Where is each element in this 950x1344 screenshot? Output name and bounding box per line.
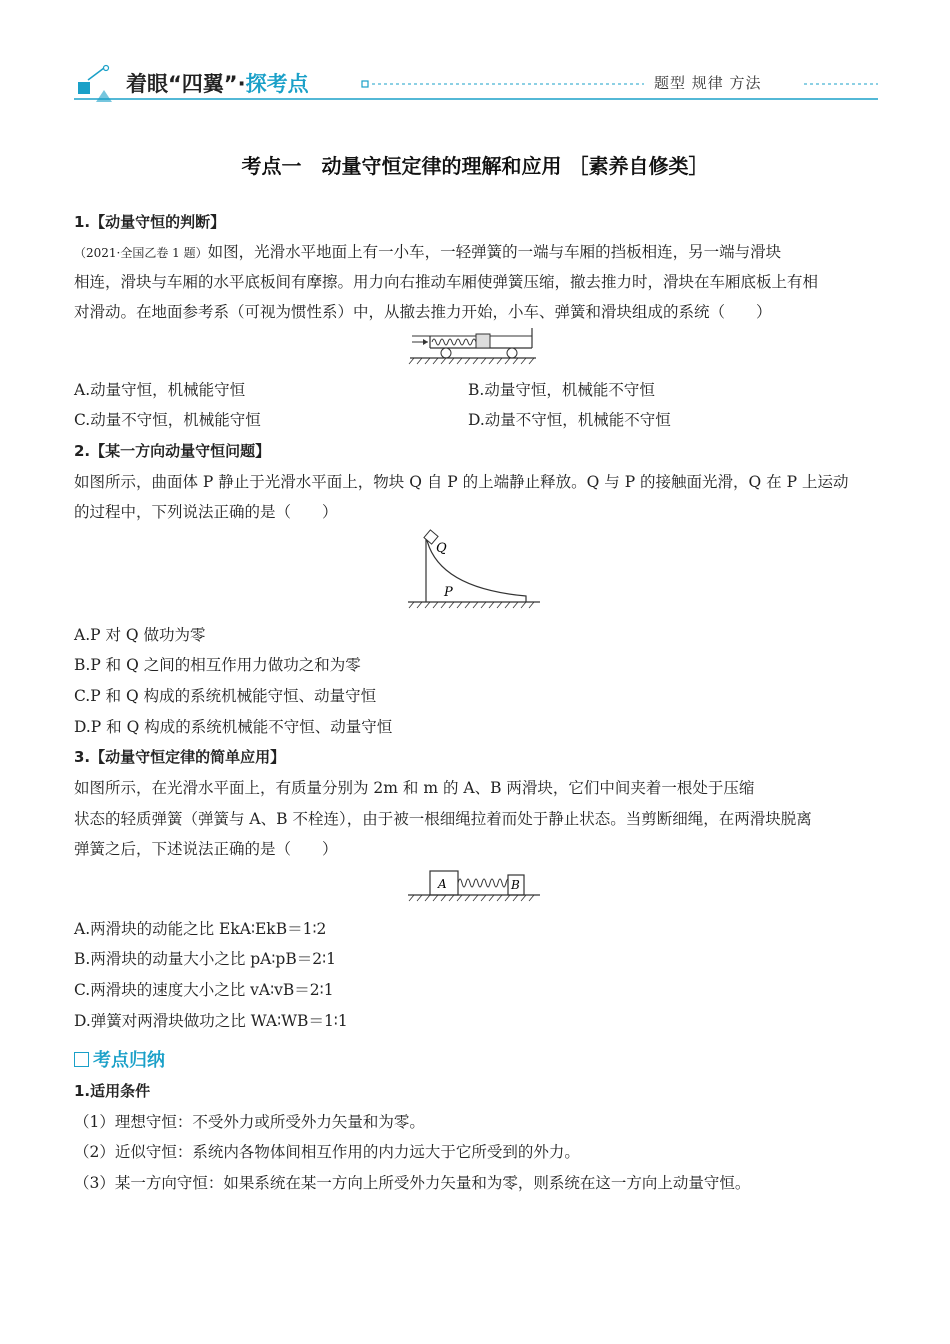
q2-curve-figure (406, 528, 544, 614)
section-banner (74, 62, 878, 104)
q1-option-c: C.动量不守恒，机械能守恒 (74, 411, 261, 429)
q2-title: 2.【某一方向动量守恒问题】 (74, 442, 271, 460)
q3-option-c: C.两滑块的速度大小之比 vA∶vB＝2∶1 (74, 981, 334, 999)
summary-title: 考点归纳 (74, 1046, 165, 1072)
q1-cart-figure (408, 328, 540, 370)
q3-title: 3.【动量守恒定律的简单应用】 (74, 748, 286, 766)
q3-spring-figure (406, 866, 544, 906)
banner-title: 着眼“四翼”·探考点 (126, 72, 309, 96)
q3-option-b: B.两滑块的动量大小之比 pA∶pB＝2∶1 (74, 950, 336, 968)
summary-subtitle: 1.适用条件 (74, 1082, 151, 1100)
banner-triangle-icon (96, 90, 112, 102)
q1-line2: 相连，滑块与车厢的水平底板间有摩擦。用力向右推动车厢使弹簧压缩，撤去推力时，滑块在车厢底板上有相 (74, 273, 819, 291)
banner-square-icon (78, 82, 90, 94)
q1-line3: 对滑动。在地面参考系（可视为惯性系）中，从撤去推力开始，小车、弹簧和滑块组成的系统（ ） (74, 303, 772, 321)
q2-option-a: A.P 对 Q 做功为零 (74, 626, 206, 644)
q3-line3: 弹簧之后，下述说法正确的是（ ） (74, 840, 338, 858)
q1-line1: （2021·全国乙卷 1 题）如图，光滑水平地面上有一小车，一轻弹簧的一端与车厢的挡板相连，另一端与滑块 (74, 243, 782, 261)
section-heading: 考点一 动量守恒定律的理解和应用 ［素养自修类］ (241, 154, 709, 178)
q1-option-a: A.动量守恒，机械能守恒 (74, 381, 246, 399)
summary-item: （3）某一方向守恒：如果系统在某一方向上所受外力矢量和为零，则系统在这一方向上动量守恒。 (74, 1174, 751, 1192)
q2-line2: 的过程中，下列说法正确的是（ ） (74, 503, 338, 521)
q3-fig-label-a: A (438, 877, 447, 891)
q2-option-c: C.P 和 Q 构成的系统机械能守恒、动量守恒 (74, 687, 377, 705)
q2-fig-label-p: P (444, 585, 453, 600)
q3-option-a: A.两滑块的动能之比 EkA∶EkB＝1∶2 (74, 920, 327, 938)
summary-item: （1）理想守恒：不受外力或所受外力矢量和为零。 (74, 1113, 425, 1131)
q2-line1: 如图所示，曲面体 P 静止于光滑水平面上，物块 Q 自 P 的上端静止释放。Q 与 P 的接触面光滑，Q 在 P 上运动 (74, 473, 849, 491)
q3-option-d: D.弹簧对两滑块做功之比 WA∶WB＝1∶1 (74, 1012, 348, 1030)
q1-option-d: D.动量不守恒，机械能不守恒 (468, 411, 671, 429)
banner-tags: 题型 规律 方法 (654, 74, 762, 92)
q3-line1: 如图所示，在光滑水平面上，有质量分别为 2m 和 m 的 A、B 两滑块，它们中间夹着一根处于压缩 (74, 779, 755, 797)
q1-source: （2021·全国乙卷 1 题） (74, 246, 208, 260)
q3-fig-label-b: B (511, 878, 520, 892)
q1-option-b: B.动量守恒，机械能不守恒 (468, 381, 655, 399)
q2-option-b: B.P 和 Q 之间的相互作用力做功之和为零 (74, 656, 361, 674)
summary-item: （2）近似守恒：系统内各物体间相互作用的内力远大于它所受到的外力。 (74, 1143, 580, 1161)
q2-fig-label-q: Q (436, 541, 447, 556)
checkbox-square-icon (74, 1052, 89, 1067)
q3-line2: 状态的轻质弹簧（弹簧与 A、B 不栓连），由于被一根细绳拉着而处于静止状态。当剪断细绳，在两滑块脱离 (74, 810, 812, 828)
q2-option-d: D.P 和 Q 构成的系统机械能不守恒、动量守恒 (74, 718, 393, 736)
q1-title: 1.【动量守恒的判断】 (74, 213, 226, 231)
